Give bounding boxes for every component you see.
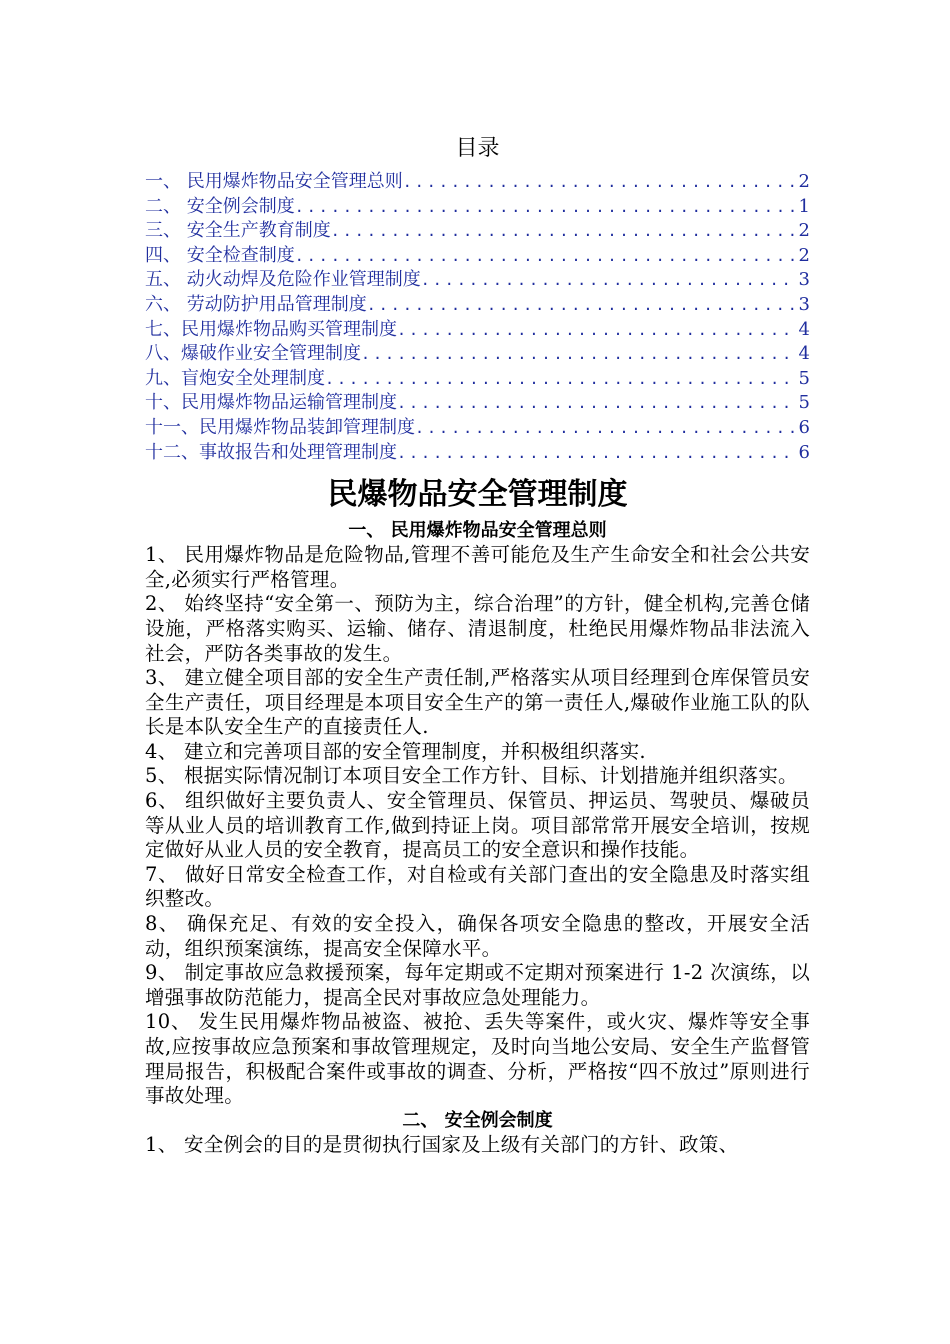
document-title: 民爆物品安全管理制度	[327, 477, 628, 513]
toc-entry-text: 一、 民用爆炸物品安全管理总则	[145, 171, 403, 192]
toc-entry-text: 五、 动火动焊及危险作业管理制度	[145, 269, 421, 291]
toc-entry-page: 2	[798, 244, 810, 266]
toc-leader-dots	[325, 367, 797, 392]
toc-entry-page: 6	[798, 416, 810, 438]
toc-entry[interactable]	[145, 293, 810, 318]
toc-entry[interactable]	[145, 367, 810, 392]
toc-entry-text: 三、 安全生产教育制度	[145, 220, 331, 242]
toc-entry[interactable]	[145, 342, 810, 367]
toc-leader-dots	[397, 441, 797, 466]
toc-leader-dots	[421, 268, 797, 293]
toc-leader-dots	[397, 391, 797, 416]
toc-leader-dots	[295, 195, 797, 220]
toc-entry-page: 4	[798, 318, 810, 340]
toc-entry-page: 4	[798, 343, 810, 365]
paragraph: 9、 制定事故应急救援预案，每年定期或不定期对预案进行 1-2 次演练，以增强事故防范能力，提高全民对事故应急处理能力。	[145, 961, 810, 1009]
paragraph: 4、 建立和完善项目部的安全管理制度，并积极组织落实.	[145, 739, 646, 763]
paragraph: 6、 组织做好主要负责人、安全管理员、保管员、押运员、驾驶员、爆破员等从业人员的培训教育工作,做到持证上岗。项目部常常开展安全培训，按规定做好从业人员的安全教育，提高员工的安全意识和操作技能。	[145, 789, 810, 862]
toc-entry[interactable]	[145, 244, 810, 269]
toc-entry[interactable]	[145, 219, 810, 244]
paragraph: 10、 发生民用爆炸物品被盗、被抢、丢失等案件，或火灾、爆炸等安全事故,应按事故应急预案和事故管理规定，及时向当地公安局、安全生产监督管理局报告，积极配合案件或事故的调查、分析，严格按“四不放过”原则进行事故处理。	[145, 1010, 810, 1108]
toc-entry-text: 八、爆破作业安全管理制度	[145, 343, 361, 365]
table-of-contents	[145, 170, 810, 465]
toc-entry-text: 二、 安全例会制度	[145, 195, 295, 217]
toc-entry-page: 6	[798, 441, 810, 463]
paragraph: 3、 建立健全项目部的安全生产责任制,严格落实从项目经理到仓库保管员安全生产责任，项目经理是本项目安全生产的第一责任人,爆破作业施工队的队长是本队安全生产的直接责任人.	[145, 666, 810, 739]
toc-entry-text: 六、 劳动防护用品管理制度	[145, 293, 367, 315]
toc-leader-dots	[331, 219, 797, 244]
toc-leader-dots	[361, 342, 797, 367]
paragraph: 2、 始终坚持“安全第一、预防为主，综合治理”的方针，健全机构,完善仓储设施，严格落实购买、运输、储存、清退制度，杜绝民用爆炸物品非法流入社会，严防各类事故的发生。	[145, 592, 810, 665]
toc-entry-page: 5	[798, 367, 810, 389]
toc-entry[interactable]	[145, 391, 810, 416]
paragraph: 7、 做好日常安全检查工作，对自检或有关部门查出的安全隐患及时落实组织整改。	[145, 862, 810, 911]
toc-entry-page: 3	[798, 269, 810, 291]
section-heading: 一、 民用爆炸物品安全管理总则	[348, 520, 607, 542]
toc-entry-text: 四、 安全检查制度	[145, 244, 295, 266]
toc-leader-dots	[403, 170, 797, 195]
toc-entry[interactable]	[145, 195, 810, 220]
toc-entry-text: 七、民用爆炸物品购买管理制度	[145, 318, 397, 340]
toc-leader-dots	[295, 244, 797, 269]
toc-entry-page: 3	[798, 293, 810, 315]
toc-entry-text: 十二、事故报告和处理管理制度	[145, 441, 397, 463]
section-heading: 二、 安全例会制度	[402, 1109, 553, 1131]
toc-leader-dots	[367, 293, 797, 318]
toc-entry-page: 2	[798, 171, 810, 192]
toc-entry-text: 九、盲炮安全处理制度	[145, 367, 325, 389]
paragraph: 1、 民用爆炸物品是危险物品,管理不善可能危及生产生命安全和社会公共安全,必须实行严格管理。	[145, 543, 810, 591]
toc-entry[interactable]	[145, 416, 810, 441]
toc-entry-text: 十、民用爆炸物品运输管理制度	[145, 392, 397, 414]
toc-entry-page: 1	[798, 195, 810, 217]
toc-entry[interactable]	[145, 441, 810, 466]
paragraph: 1、 安全例会的目的是贯彻执行国家及上级有关部门的方针、政策、	[145, 1132, 739, 1156]
toc-entry[interactable]	[145, 170, 810, 195]
toc-entry[interactable]	[145, 268, 810, 293]
toc-entry-text: 十一、民用爆炸物品装卸管理制度	[145, 416, 415, 438]
toc-title: 目录	[455, 136, 500, 161]
toc-entry-page: 5	[798, 392, 810, 414]
toc-entry-page: 2	[798, 220, 810, 242]
toc-leader-dots	[397, 318, 797, 343]
toc-entry[interactable]	[145, 318, 810, 343]
paragraph: 8、 确保充足、有效的安全投入，确保各项安全隐患的整改，开展安全活动，组织预案演练，提高安全保障水平。	[145, 912, 810, 960]
toc-leader-dots	[415, 416, 797, 441]
paragraph: 5、 根据实际情况制订本项目安全工作方针、目标、计划措施并组织落实。	[145, 764, 798, 788]
